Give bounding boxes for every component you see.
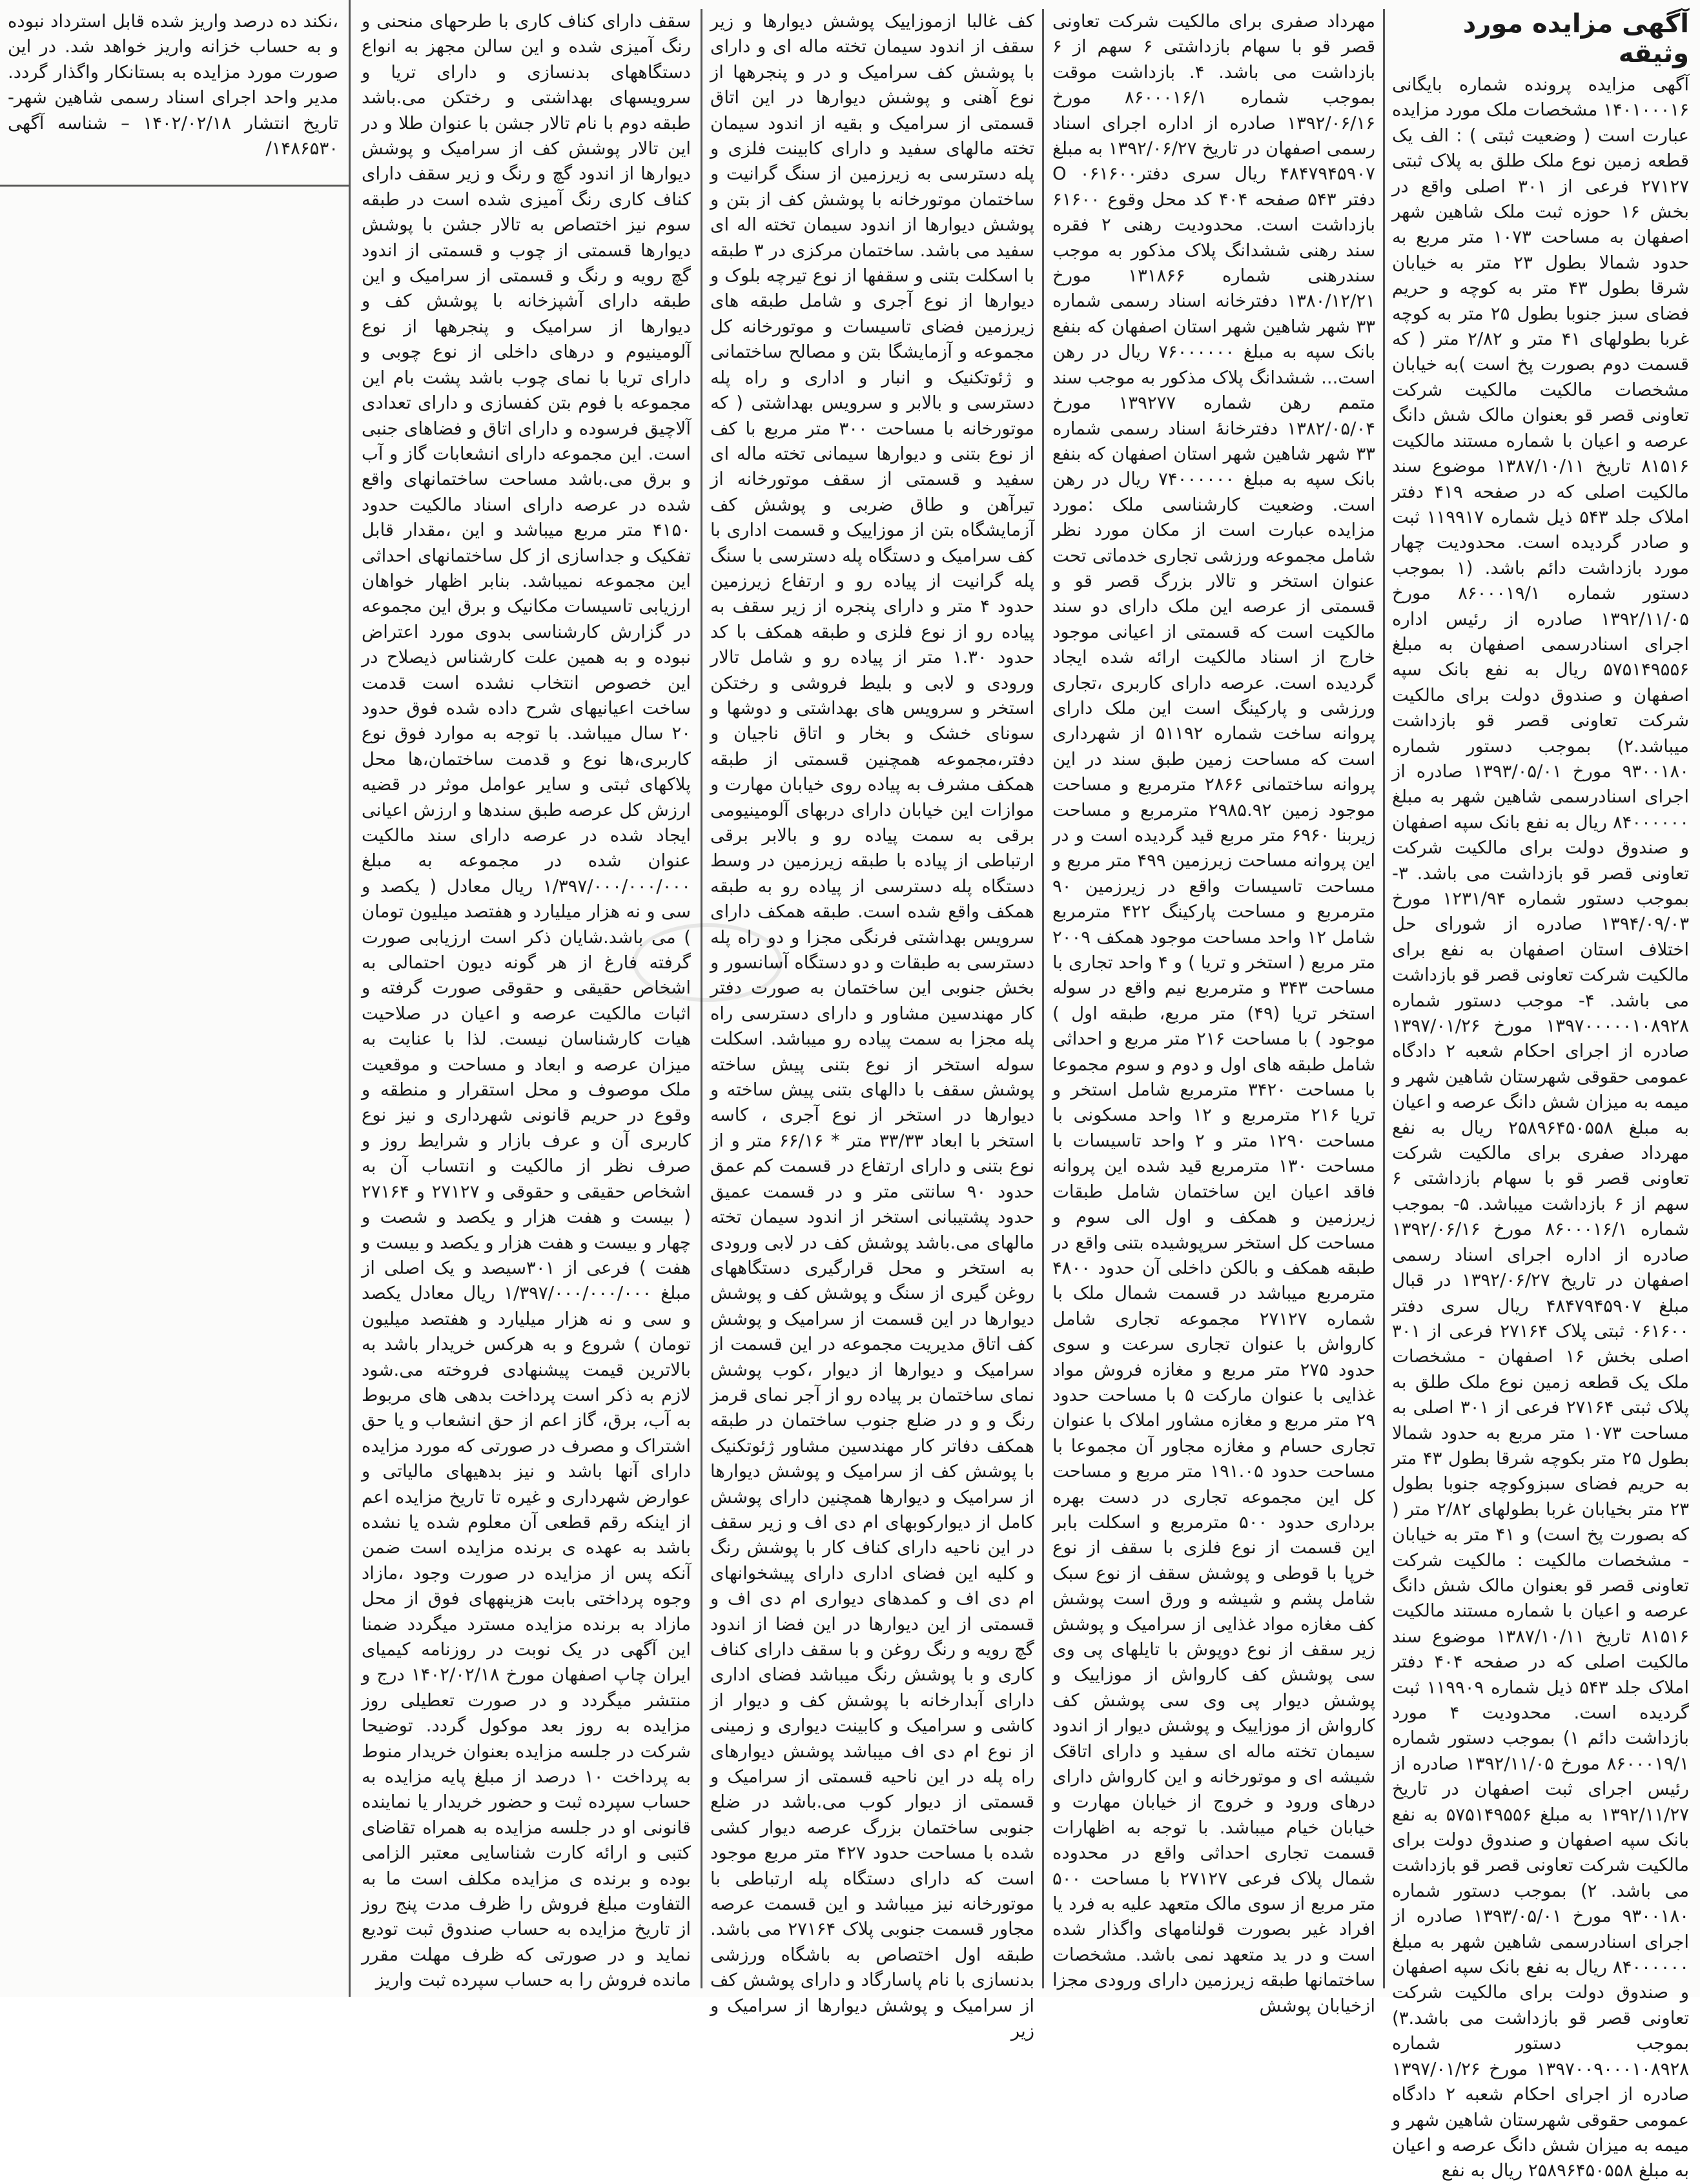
column-5-text: ،نکند ده درصد واریز شده قابل استرداد نبوده و به حساب خزانه واریز خواهد شد. در این صورت مورد مزایده به بستانکار واگذار گردد. مدیر واحد اجرای اسناد رسمی شاهین شهر- تاریخ انتشار ۱۴۰۲/۰۲/۱۸ – شناسه آگهی ۱۴۸۶۵۳۰/ xyxy=(8,11,338,159)
column-4-text: سقف دارای کناف کاری با طرحهای منحنی و رنگ آمیزی شده و این سالن مجهز به انواع دستگاههای بدنسازی و دارای تریا و سرویسهای بهداشتی و رختکن می.باشد طبقه دوم با نام تالار جشن با عنوان طلا و در این تالار پوشش کف از سرامیک و پوشش دیوارها از اندود گچ و رنگ و زیر سقف دارای کناف کاری رنگ آمیزی شده است در طبقه سوم نیز اختصاص به تالار جشن با پوشش دیوارها قسمتی از چوب و قسمتی از اندود گچ رویه و رنگ و قسمتی از سرامیک و این طبقه دارای آشپزخانه با پوشش کف و دیوارها از سرامیک و پنجرهها از نوع آلومینیوم و درهای داخلی از نوع چوبی و دارای تریا با نمای چوب باشد پشت بام این مجموعه با فوم بتن کفسازی و دارای تعدادی آلاچیق فرسوده و دارای اتاق و فضاهای جنبی است. این مجموعه دارای انشعابات گاز و آب و برق می.باشد مساحت ساختمانهای واقع شده در عرصه دارای اسناد مالکیت حدود ۴۱۵۰ متر مربع میباشد و این ،مقدار قابل تفکیک و جداسازی از کل ساختمانهای احداثی این مجموعه نمیباشد. بنابر اظهار خواهان ارزیابی تاسیسات مکانیک و برق این مجموعه در گزارش کارشناسی بدوی مورد اعتراض نبوده و به همین علت کارشناس ذیصلاح در این خصوص انتخاب نشده است قدمت ساخت اعیانیهای شرح داده شده فوق حدود ۲۰ سال میباشد. با توجه به موارد فوق نوع کاربری،ها نوع و قدمت ساختمان،ها محل پلاکهای ثبتی و سایر عوامل موثر در قضیه ارزش کل عرصه طبق سندها و ارزش اعیانی ایجاد شده در عرصه دارای سند مالکیت عنوان شده در مجموعه به مبلغ ۱/۳۹۷/۰۰۰/۰۰۰/۰۰۰ ریال معادل ( یکصد و سی و نه هزار میلیارد و هفتصد میلیون تومان ) می باشد.شایان ذکر است ارزیابی صورت گرفته فارغ از هر گونه دیون احتمالی به اشخاص حقیقی و حقوقی صورت گرفته و اثبات مالکیت عرصه و اعیان در صلاحیت هیات کارشناسان نیست. لذا با عنایت به میزان عرصه و ابعاد و مساحت و موقعیت ملک موصوف و محل استقرار و منطقه و وقوع در حریم قانونی شهرداری و نیز نوع کاربری آن و عرف بازار و شرایط روز و صرف نظر از مالکیت و انتساب آن به اشخاص حقیقی و حقوقی و ۲۷۱۲۷ و ۲۷۱۶۴ ( بیست و هفت هزار و یکصد و شصت و چهار و بیست و هفت هزار و یکصد و بیست و هفت ) فرعی از ۳۰۱سیصد و یک اصلی از مبلغ ۱/۳۹۷/۰۰۰/۰۰۰/۰۰۰ ریال معادل یکصد و سی و نه هزار میلیارد و هفتصد میلیون تومان ) شروع و به هرکس خریدار باشد به بالاترین قیمت پیشنهادی فروخته می.شود لازم به ذکر است پرداخت بدهی های مربوط به آب، برق، گاز اعم از حق انشعاب و یا حق اشتراک و مصرف در صورتی که مورد مزایده دارای آنها باشد و نیز بدهیهای مالیاتی و عوارض شهرداری و غیره تا تاریخ مزایده اعم از اینکه رقم قطعی آن معلوم شده یا نشده باشد به عهده ی برنده مزایده است ضمن آنکه پس از مزایده در صورت وجود ،مازاد وجوه پرداختی بابت هزینههای فوق از محل مازاد به برنده مزایده مسترد میگردد ضمنا این آگهی در یک نوبت در روزنامه کیمیای ایران چاپ اصفهان مورخ ۱۴۰۲/۰۲/۱۸ درج و منتشر میگردد و در صورت تعطیلی روز مزایده به روز بعد موکول گردد. توضیحا شرکت در جلسه مزایده بعنوان خریدار منوط به پرداخت ۱۰ درصد از مبلغ پایه مزایده به حساب سپرده ثبت و حضور خریدار یا نماینده قانونی او در جلسه مزایده به همراه تقاضای کتبی و ارائه کارت شناسایی معتبر الزامی بوده و برنده ی مزایده مکلف است ما به التفاوت مبلغ فروش را ظرف مدت پنج روز از تاریخ مزایده به حساب صندوق ثبت تودیع نماید و در صورتی که ظرف مهلت مقرر مانده فروش را به حساب سپرده ثبت واریز xyxy=(362,11,691,1991)
column-divider xyxy=(1383,9,1385,1988)
column-divider xyxy=(349,0,351,1997)
column-3 xyxy=(710,9,1035,2042)
faint-stamp-watermark xyxy=(633,923,783,1002)
column-3-text: کف غالبا ازموزاییک پوشش دیوارها و زیر سقف از اندود سیمان تخته ماله ای و دارای با پوشش کف سرامیک و در و پنجرهها از نوع آهنی و پوشش دیوارها در این اتاق قسمتی از سرامیک و بقیه از اندود سیمان تخته مالهای سفید و دارای کابینت فلزی و پله دسترسی به زیرزمین از سنگ گرانیت و ساختمان موتورخانه با پوشش کف از بتن و پوشش دیوارها از اندود سیمان تخته اله ای سفید می باشد. ساختمان مرکزی در ۳ طبقه با اسکلت بتنی و سقفها از نوع تیرچه بلوک و دیوارها از نوع آجری و شامل طبقه های زیرزمین فضای تاسیسات و موتورخانه کل مجموعه و آزمایشگا بتن و مصالح ساختمانی و ژئوتکنیک و انبار و اداری و راه پله دسترسی و بالابر و سرویس بهداشتی ( که موتورخانه با مساحت ۳۰۰ متر مربع با کف از نوع بتنی و دیوارها سیمانی تخته ماله ای سفید و قسمتی از سقف موتورخانه از تیرآهن و طاق ضربی و پوشش کف آزمایشگاه بتن از موزاییک و قسمت اداری با کف سرامیک و دستگاه پله دسترسی با سنگ پله گرانیت از پیاده رو و ارتفاع زیرزمین حدود ۴ متر و دارای پنجره از زیر سقف به پیاده رو از نوع فلزی و طبقه همکف با کد حدود ۱.۳۰ متر از پیاده رو و شامل تالار ورودی و لابی و بلیط فروشی و رختکن استخر و سرویس های بهداشتی و دوشها و سونای خشک و بخار و اتاق ناجیان و دفتر،مجموعه همچنین قسمتی از طبقه همکف مشرف به پیاده روی خیابان مهارت و موازات این خیابان دارای دربهای آلومینیومی برقی به سمت پیاده رو و بالابر برقی ارتباطی از پیاده با طبقه زیرزمین در وسط دستگاه پله دسترسی از پیاده رو به طبقه همکف واقع شده است. طبقه همکف دارای سرویس بهداشتی فرنگی مجزا و دو راه پله دسترسی به طبقات و دو دستگاه آسانسور و بخش جنوبی این ساختمان به صورت دفتر کار مهندسین مشاور و دارای دسترسی راه پله مجزا به سمت پیاده رو میباشد. اسکلت سوله استخر از نوع بتنی پیش ساخته پوشش سقف با دالهای بتنی پیش ساخته و دیوارها در استخر از نوع آجری ، کاسه استخر با ابعاد ۳۳/۳۳ متر * ۶۶/۱۶ متر و از نوع بتنی و دارای ارتفاع در قسمت کم عمق حدود ۹۰ سانتی متر و در قسمت عمیق حدود پشتیبانی استخر از اندود سیمان تخته مالهای می.باشد پوشش کف در لابی ورودی به استخر و محل قرارگیری دستگاههای روغن گیری از سنگ و پوشش کف و پوشش دیوارها در این قسمت از سرامیک و پوشش کف اتاق مدیریت مجموعه در این قسمت از سرامیک و دیوارها از دیوار ،کوب پوشش نمای ساختمان بر پیاده رو از آجر نمای قرمز رنگ و و در ضلع جنوب ساختمان در طبقه همکف دفاتر کار مهندسین مشاور ژئوتکنیک با پوشش کف از سرامیک و پوشش دیوارها از سرامیک و دیوارها همچنین دارای پوشش کامل از دیوارکوبهای ام دی اف و زیر سقف در این ناحیه دارای کناف کار با پوشش رنگ و کلیه این فضای اداری دارای پیشخوانهای ام دی اف و کمدهای دیواری ام دی اف و قسمتی از این دیوارها در این فضا از اندود گچ رویه و رنگ روغن و با سقف دارای کناف کاری و با پوشش رنگ میباشد فضای اداری دارای آبدارخانه با پوشش کف و دیوار از کاشی و سرامیک و کابینت دیواری و زمینی از نوع ام دی اف میباشد پوشش دیوارهای راه پله در این ناحیه قسمتی از سرامیک و قسمتی از دیوار کوب می.باشد در ضلع جنوبی ساختمان بزرگ عرصه دیوار کشی شده با مساحت حدود ۴۲۷ متر مربع موجود است که دارای دستگاه پله ارتباطی با موتورخانه نیز میباشد و این قسمت عرصه مجاور قسمت جنوبی پلاک ۲۷۱۶۴ می باشد. طبقه اول اختصاص به باشگاه ورزشی بدنسازی با نام پاسارگاد و دارای پوشش کف از سرامیک و پوشش دیوارها از سرامیک و زیر xyxy=(710,11,1035,2042)
column-1 xyxy=(1392,9,1690,2181)
column-5 xyxy=(8,9,338,182)
column-2-text: مهرداد صفری برای مالکیت شرکت تعاونی قصر قو با سهام بازداشتی ۶ سهم از ۶ بازداشت می باشد. ۴. بازداشت موقت بموجب شماره ۸۶۰۰۰۱۶/۱ مورخ ۱۳۹۲/۰۶/۱۶ صادره از اداره اجرای اسناد رسمی اصفهان در تاریخ ۱۳۹۲/۰۶/۲۷ به مبلغ ۴۸۴۷۹۴۵۹۰۷ ریال سری دفتر۰۶۱۶۰۰ O دفتر ۵۴۳ صفحه ۴۰۴ کد محل وقوع ۶۱۶۰۰ بازداشت است. محدودیت رهنی ۲ فقره سند رهنی ششدانگ پلاک مذکور به موجب سندرهنی شماره ۱۳۱۸۶۶ مورخ ۱۳۸۰/۱۲/۲۱ دفترخانه اسناد رسمی شماره ۳۳ شهر شاهین شهر استان اصفهان که بنفع بانک سپه به مبلغ ۷۶۰۰۰۰۰۰ ریال در رهن است... ششدانگ پلاک مذکور به موجب سند متمم رهن شماره ۱۳۹۲۷۷ مورخ ۱۳۸۲/۰۵/۰۴ دفترخانۀ اسناد رسمی شماره ۳۳ شهر شاهین شهر استان اصفهان که بنفع بانک سپه به مبلغ ۷۴۰۰۰۰۰۰ ریال در رهن است. وضعیت کارشناسی ملک :مورد مزایده عبارت است از مکان مورد نظر شامل مجموعه ورزشی تجاری خدماتی تحت عنوان استخر و تالار بزرگ قصر قو و قسمتی از عرصه این ملک دارای دو سند مالکیت است که قسمتی از اعیانی موجود خارج از اسناد مالکیت ارائه شده ایجاد گردیده است. عرصه دارای کاربری ،تجاری ورزشی و پارکینگ است این ملک دارای پروانه ساخت شماره ۵۱۱۹۲ از شهرداری است که مساحت زمین طبق سند در این پروانه ساختمانی ۲۸۶۶ مترمربع و مساحت موجود زمین ۲۹۸۵.۹۲ مترمربع و مساحت زیربنا ۶۹۶۰ متر مربع قید گردیده است و در این پروانه مساحت زیرزمین ۴۹۹ متر مربع و مساحت تاسیسات واقع در زیرزمین ۹۰ مترمربع و مساحت پارکینگ ۴۲۲ مترمربع شامل ۱۲ واحد مساحت موجود همکف ۲۰۰۹ متر مربع ( استخر و تریا ) و ۴ واحد تجاری با مساحت ۳۴۳ و مترمربع نیم واقع در سوله استخر تریا (۴۹) متر مربع، طبقه اول ) موجود ) با مساحت ۲۱۶ متر مربع و احداثی شامل طبقه های اول و دوم و سوم مجموعا با مساحت ۳۴۲۰ مترمربع شامل استخر و تریا ۲۱۶ مترمربع و ۱۲ واحد مسکونی با مساحت ۱۲۹۰ متر و ۲ واحد تاسیسات با مساحت ۱۳۰ مترمربع قید شده این پروانه فاقد اعیان این ساختمان شامل طبقات زیرزمین و همکف و اول الی سوم و مساحت کل استخر سرپوشیده بتنی واقع در طبقه همکف و بالکن داخلی آن حدود ۴۸۰۰ مترمربع میباشد در قسمت شمال ملک با شماره ۲۷۱۲۷ مجموعه تجاری شامل کارواش با عنوان تجاری سرعت و سوی حدود ۲۷۵ متر مربع و مغازه فروش مواد غذایی با عنوان مارکت ۵ با مساحت حدود ۲۹ متر مربع و مغازه مشاور املاک با عنوان تجاری حسام و مغازه مجاور آن مجموعا با مساحت حدود ۱۹۱.۰۵ متر مربع و مساحت کل این مجموعه تجاری در دست بهره برداری حدود ۵۰۰ مترمربع و اسکلت بابر این قسمت از نوع فلزی با سقف از نوع خرپا با قوطی و پوشش سقف از نوع سبک شامل پشم و شیشه و ورق است پوشش کف مغازه مواد غذایی از سرامیک و پوشش زیر سقف از نوع دوپوش با تایلهای پی وی سی پوشش کف کارواش از موزاییک و پوشش دیوار پی وی سی پوشش کف کارواش از موزاییک و پوشش دیوار از اندود سیمان تخته ماله ای سفید و دارای اتاقک شیشه ای و موتورخانه و این کارواش دارای درهای ورود و خروج از خیابان مهارت و خیابان خیام میباشد. با توجه به اظهارات قسمت تجاری احداثی واقع در محدوده شمال پلاک فرعی ۲۷۱۲۷ با مساحت ۵۰۰ متر مربع از سوی مالک متعهد علیه به فرد یا افراد غیر بصورت قولنامهای واگذار شده است و در ید متعهد نمی باشد. مشخصات ساختمانها طبقه زیرزمین دارای ورودی مجزا ازخیابان پوشش xyxy=(1052,11,1376,2016)
column-divider xyxy=(1042,9,1044,1988)
notice-title: آگهی مزایده مورد وثیقه xyxy=(1462,9,1689,68)
column-2 xyxy=(1052,9,1376,2016)
box-bottom-rule xyxy=(0,185,350,187)
column-4 xyxy=(362,9,691,1991)
column-1-text: آگهی مزایده پرونده شماره بایگانی ۱۴۰۱۰۰۰۱۶ مشخصات ملک مورد مزایده عبارت است ( وضعیت ثبتی ) : الف یک قطعه زمین نوع ملک طلق به پلاک ثبتی ۲۷۱۲۷ فرعی از ۳۰۱ اصلی واقع در بخش ۱۶ حوزه ثبت ملک شاهین شهر اصفهان به مساحت ۱۰۷۳ متر مربع به حدود شمالا بطول ۲۳ متر به خیابان شرقا بطول ۴۳ متر به کوچه و حریم فضای سبز جنوبا بطول ۲۵ متر به کوچه غربا بطولهای ۴۱ متر و ۲/۸۲ متر ( که قسمت دوم بصورت پخ است )به خیابان مشخصات مالکیت مالکیت شرکت تعاونی قصر قو بعنوان مالک شش دانگ عرصه و اعیان با شماره مستند مالکیت ۸۱۵۱۶ تاریخ ۱۳۸۷/۱۰/۱۱ موضوع سند مالکیت اصلی که در صفحه ۴۱۹ دفتر املاک جلد ۵۴۳ ذیل شماره ۱۱۹۹۱۷ ثبت و صادر گردیده است. محدودیت چهار مورد بازداشت دائم باشد. (۱ بموجب دستور شماره ۸۶۰۰۰۱۹/۱ مورخ ۱۳۹۲/۱۱/۰۵ صادره از رئیس اداره اجرای اسنادرسمی اصفهان به مبلغ ۵۷۵۱۴۹۵۵۶ ریال به نفع بانک سپه اصفهان و صندوق دولت برای مالکیت شرکت تعاونی قصر قو بازداشت میباشد.۲) بموجب دستور شماره ۹۳۰۰۱۸۰ مورخ ۱۳۹۳/۰۵/۰۱ صادره از اجرای اسنادرسمی شاهین شهر به مبلغ ۸۴۰۰۰۰۰۰ ریال به نفع بانک سپه اصفهان و صندوق دولت برای مالکیت شرکت تعاونی قصر قو بازداشت می باشد. ۳- بموجب دستور شماره ۱۲۳۱/۹۴ مورخ ۱۳۹۴/۰۹/۰۳ صادره از شورای حل اختلاف استان اصفهان به نفع برای مالکیت شرکت تعاونی قصر قو بازداشت می باشد. ۴- موجب دستور شماره ۱۳۹۷۰۰۰۰۰۱۰۸۹۲۸ مورخ ۱۳۹۷/۰۱/۲۶ صادره از اجرای احکام شعبه ۲ دادگاه عمومی حقوقی شهرستان شاهین شهر و میمه به میزان شش دانگ عرصه و اعیان به مبلغ ۲۵۸۹۶۴۵۰۵۵۸ ریال به نفع مهرداد صفری برای مالکیت شرکت تعاونی قصر قو با سهام بازداشتی ۶ سهم از ۶ بازداشت میباشد. ۵- بموجب شماره ۸۶۰۰۰۱۶/۱ مورخ ۱۳۹۲/۰۶/۱۶ صادره از اداره اجرای اسناد رسمی اصفهان در تاریخ ۱۳۹۲/۰۶/۲۷ در قبال مبلغ ۴۸۴۷۹۴۵۹۰۷ ریال سری دفتر ۰۶۱۶۰۰ ثبتی پلاک ۲۷۱۶۴ فرعی از ۳۰۱ اصلی بخش ۱۶ اصفهان - مشخصات ملک یک قطعه زمین نوع ملک طلق به پلاک ثبتی ۲۷۱۶۴ فرعی از ۳۰۱ اصلی به مساحت ۱۰۷۳ متر مربع به حدود شمالا بطول ۲۵ متر بکوچه شرقا بطول ۴۳ متر به حریم فضای سبزوکوچه جنوبا بطول ۲۳ متر بخیابان غربا بطولهای ۲/۸۲ متر ( که بصورت پخ است) و ۴۱ متر به خیابان - مشخصات مالکیت : مالکیت شرکت تعاونی قصر قو بعنوان مالک شش دانگ عرصه و اعیان با شماره مستند مالکیت ۸۱۵۱۶ تاریخ ۱۳۸۷/۱۰/۱۱ موضوع سند مالکیت اصلی که در صفحه ۴۰۴ دفتر املاک جلد ۵۴۳ ذیل شماره ۱۱۹۹۰۹ ثبت گردیده است. محدودیت ۴ مورد بازداشت دائم ۱) بموجب دستور شماره ۸۶۰۰۰۱۹/۱ مورخ ۱۳۹۲/۱۱/۰۵ صادره از رئیس اجرای ثبت اصفهان در تاریخ ۱۳۹۲/۱۱/۲۷ به مبلغ ۵۷۵۱۴۹۵۵۶ به نفع بانک سپه اصفهان و صندوق دولت برای مالکیت شرکت تعاونی قصر قو بازداشت می باشد. ۲) بموجب دستور شماره ۹۳۰۰۱۸۰ مورخ ۱۳۹۳/۰۵/۰۱ صادره از اجرای اسنادرسمی شاهین شهر به مبلغ ۸۴۰۰۰۰۰۰ ریال به نفع بانک سپه اصفهان و صندوق دولت برای مالکیت شرکت تعاونی قصر قو بازداشت می باشد.۳) بموجب دستور شماره ۱۳۹۷۰۰۹۰۰۰۱۰۸۹۲۸ مورخ ۱۳۹۷/۰۱/۲۶ صادره از اجرای احکام شعبه ۲ دادگاه عمومی حقوقی شهرستان شاهین شهر و میمه به میزان شش دانگ عرصه و اعیان به مبلغ ۲۵۸۹۶۴۵۰۵۵۸ ریال به نفع xyxy=(1392,74,1690,2181)
